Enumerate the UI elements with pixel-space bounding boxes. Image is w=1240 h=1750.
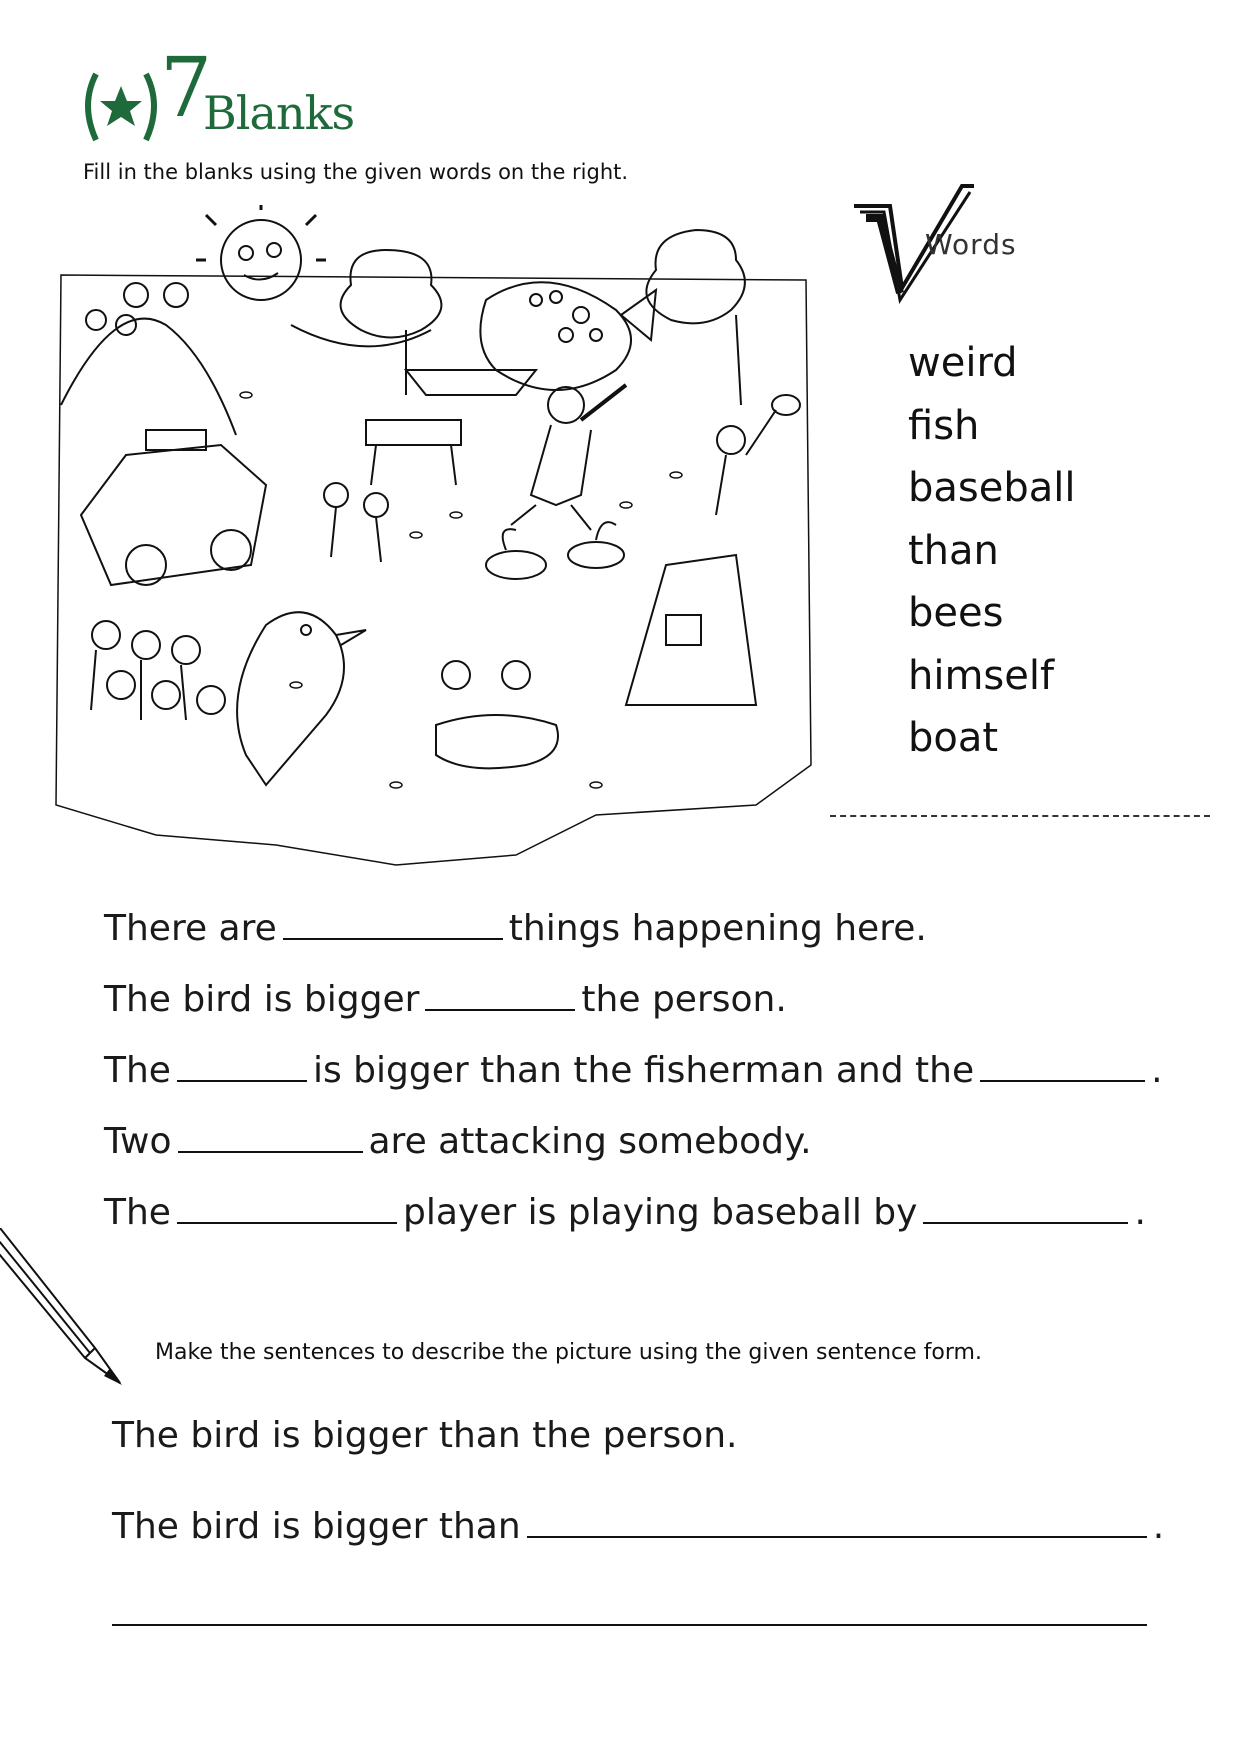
answer-blank[interactable] — [177, 1050, 307, 1082]
page-title: Blanks — [203, 86, 355, 140]
writing-line[interactable] — [112, 1624, 1147, 1626]
park-scene-illustration — [36, 205, 836, 885]
sentence-text: . — [1134, 1192, 1146, 1233]
answer-blank[interactable] — [527, 1502, 1147, 1538]
sentence-text: There are — [104, 908, 277, 949]
word-bank-divider — [830, 815, 1210, 817]
sentence-text: is bigger than the fisherman and the — [312, 1050, 975, 1091]
sentence-3 — [104, 1047, 1204, 1118]
answer-blank[interactable] — [923, 1192, 1128, 1224]
section-logo — [78, 41, 378, 152]
answer-blank[interactable] — [980, 1050, 1145, 1082]
sentence-5 — [104, 1189, 1204, 1260]
answer-blank[interactable] — [178, 1121, 363, 1153]
sentence-text: The — [104, 1050, 171, 1091]
answer-blank[interactable] — [177, 1192, 397, 1224]
sentence-text: are attacking somebody. — [368, 1121, 812, 1162]
answer-blank[interactable] — [283, 908, 503, 940]
word-item: bees — [908, 590, 1004, 636]
sentence-text: player is playing baseball by — [402, 1192, 918, 1233]
word-item: weird — [908, 340, 1018, 386]
answer-blank[interactable] — [425, 979, 575, 1011]
sentence-text: . — [1151, 1050, 1163, 1091]
word-item: boat — [908, 715, 999, 761]
sentence-1 — [104, 905, 1204, 976]
model-sentence: The bird is bigger than the person. — [112, 1415, 738, 1456]
sentence-4 — [104, 1118, 1204, 1189]
word-item: baseball — [908, 465, 1076, 511]
word-bank-label: Words — [925, 228, 1017, 261]
sentence-text: The — [104, 1192, 171, 1233]
sentence-text: things happening here. — [508, 908, 927, 949]
prompt-text: The bird is bigger than — [112, 1506, 521, 1547]
fill-in-sentences — [104, 905, 1204, 1260]
sentence-text: the person. — [581, 979, 787, 1020]
word-item: than — [908, 527, 999, 574]
prompt-end: . — [1152, 1506, 1165, 1547]
sentence-text: Two — [104, 1121, 172, 1162]
word-item: himself — [908, 652, 1055, 699]
pencil-icon — [0, 1228, 130, 1388]
prompt-sentence — [112, 1502, 1164, 1547]
word-item: fish — [908, 402, 980, 449]
logo-number: 7 — [160, 41, 213, 136]
fill-instruction: Fill in the blanks using the given words on the right. — [83, 160, 629, 184]
sentence-2 — [104, 976, 1204, 1047]
task-instruction: Make the sentences to describe the picture using the given sentence form. — [155, 1340, 982, 1365]
sentence-text: The bird is bigger — [104, 979, 420, 1020]
word-bank-list — [908, 332, 1075, 770]
